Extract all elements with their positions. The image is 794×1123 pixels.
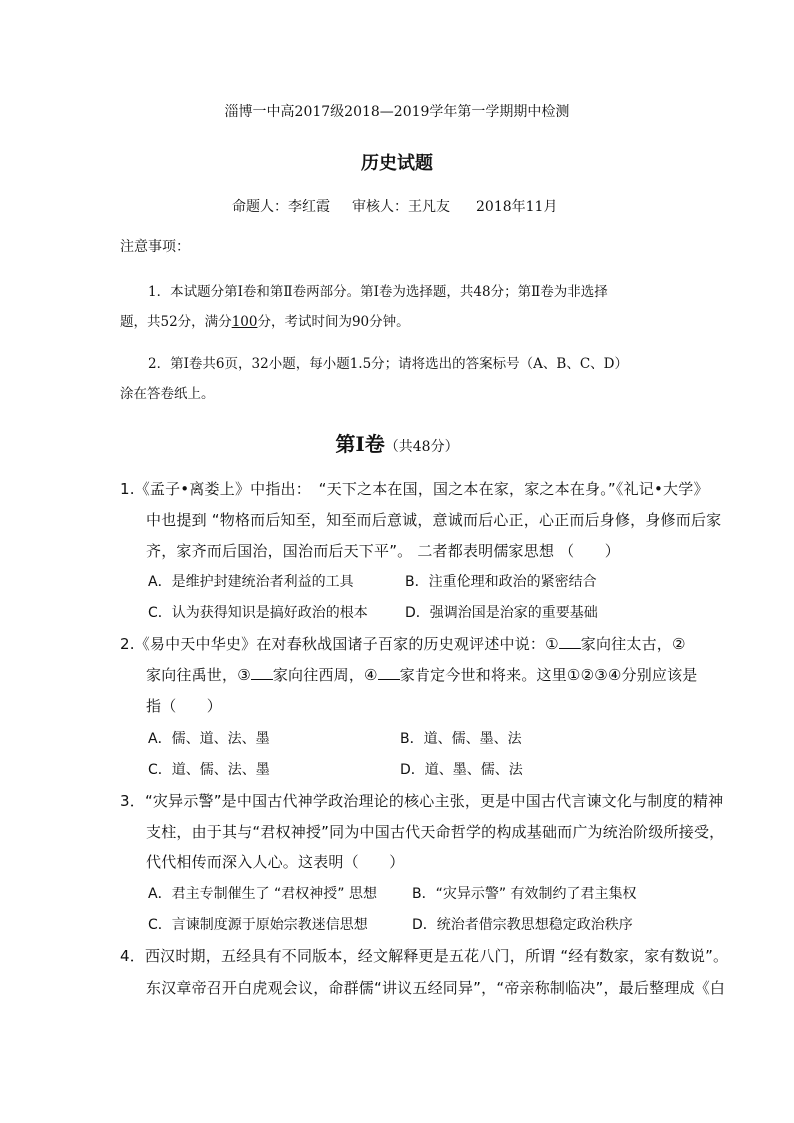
question-3-option-b: B．“灾异示警” 有效制约了君主集权 (412, 886, 637, 902)
notice-heading: 注意事项： (120, 239, 190, 255)
page-title: 历史试题 (361, 153, 433, 174)
section-title (0, 431, 794, 460)
exam-date: 2018年11月 (476, 199, 558, 215)
question-1-option-c: C．认为获得知识是搞好政治的根本 (148, 605, 368, 621)
question-2-line-1: 2.《易中天中华史》在对春秋战国诸子百家的历史观评述中说：① 家向往太古，② (120, 635, 686, 653)
question-2-option-c: C．道、儒、法、墨 (148, 762, 270, 778)
question-2-option-b: B．道、儒、墨、法 (400, 731, 522, 747)
question-3-option-d: D．统治者借宗教思想稳定政治秩序 (412, 917, 633, 933)
notice-item-2-line-1: 2．第Ⅰ卷共6页，32小题，每小题1.5分；请将选出的答案标号（A、B、C、D） (148, 356, 628, 372)
question-1-line-2: 中也提到 “物格而后知至，知至而后意诚，意诚而后心正，心正而后身修，身修而后家 (146, 511, 722, 529)
question-1-line-3: 齐，家齐而后国治，国治而后天下平”。 二者都表明儒家思想 （ ） (146, 542, 620, 560)
question-3-option-c: C．言谏制度源于原始宗教迷信思想 (148, 917, 368, 933)
question-1-option-a: A．是维护封建统治者利益的工具 (148, 574, 354, 590)
question-1-line-1: 1.《孟子•离娄上》中指出： “天下之本在国，国之本在家，家之本在身。”《礼记•大学》 (120, 480, 709, 498)
full-score-value: 100 (231, 314, 258, 330)
notice-item-1-line-2: 题，共52分，满分100分，考试时间为90分钟。 (120, 314, 410, 330)
question-3-line-3: 代代相传而深入人心。这表明（ ） (146, 853, 405, 871)
notice-item-1-line-1: 1．本试题分第Ⅰ卷和第Ⅱ卷两部分。第Ⅰ卷为选择题，共48分；第Ⅱ卷为非选择 (148, 284, 608, 300)
question-3-line-2: 支柱，由于其与“君权神授”同为中国古代天命哲学的构成基础而广为统治阶级所接受， (146, 823, 725, 841)
question-3-line-1: 3．“灾异示警”是中国古代神学政治理论的核心主张，更是中国古代言谏文化与制度的精神 (120, 792, 724, 810)
question-2-line-3: 指（ ） (146, 697, 223, 715)
question-4-line-2: 东汉章帝召开白虎观会议，命群儒“讲议五经同异”，“帝亲称制临决”，最后整理成《白 (146, 979, 726, 997)
question-2-line-2: 家向往禹世，③ 家向往西周，④ 家肯定今世和将来。这里①②③④分别应该是 (146, 666, 698, 684)
author-line (232, 197, 557, 217)
section-score: （共48分） (384, 439, 459, 455)
question-2-option-d: D．道、墨、儒、法 (400, 762, 523, 778)
school-exam-line: 淄博一中高2017级2018—2019学年第一学期期中检测 (224, 104, 570, 120)
notice-item-2-line-2: 涂在答卷纸上。 (120, 386, 215, 402)
question-2-option-a: A．儒、道、法、墨 (148, 731, 270, 747)
question-1-option-b: B．注重伦理和政治的紧密结合 (405, 574, 597, 590)
question-4-line-1: 4．西汉时期，五经具有不同版本，经文解释更是五花八门，所谓 “经有数家，家有数说”。 (120, 947, 729, 965)
author-label: 命题人：李红霞 (232, 199, 330, 215)
reviewer-label: 审核人：王凡友 (352, 199, 450, 215)
fill-blank (559, 634, 581, 649)
section-name: 第Ⅰ卷 (335, 432, 385, 456)
question-1-option-d: D．强调治国是治家的重要基础 (405, 605, 598, 621)
fill-blank (251, 665, 273, 680)
fill-blank (378, 665, 400, 680)
question-3-option-a: A．君主专制催生了 “君权神授” 思想 (148, 886, 377, 902)
